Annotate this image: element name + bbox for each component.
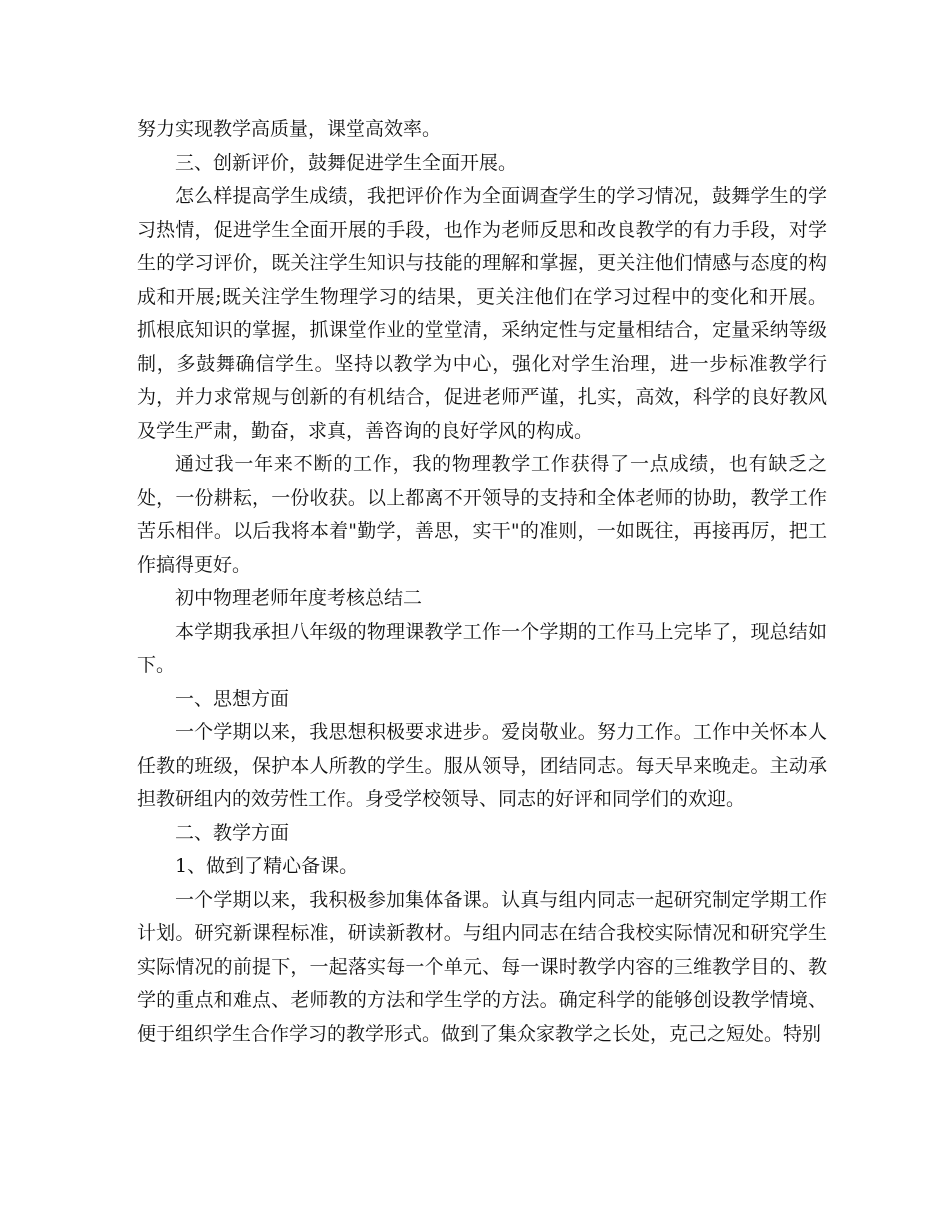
section-heading-teaching: 二、教学方面 — [175, 821, 290, 844]
paragraph-conclusion: 通过我一年来不断的工作，我的物理教学工作获得了一点成绩，也有缺乏之处，一份耕耘，一份收获。以上都离不开领导的支持和全体老师的协助，教学工作苦乐相伴。以后我将本着"勤学，善思，实干"的准则，一如既往，再接再厉，把工作搞得更好。 — [137, 453, 827, 576]
paragraph-continuation: 努力实现教学高质量，课堂高效率。 — [137, 118, 442, 140]
paragraph-ideology: 一个学期以来，我思想积极要求进步。爱岗敬业。努力工作。工作中关怀本人任教的班级，保护本人所教的学生。服从领导，团结同志。每天早来晚走。主动承担教研组内的效劳性工作。身受学校领导、同志的好评和同学们的欢迎。 — [137, 721, 827, 810]
document-title-two: 初中物理老师年度考核总结二 — [175, 587, 423, 609]
paragraph-intro: 本学期我承担八年级的物理课教学工作一个学期的工作马上完毕了，现总结如下。 — [137, 620, 827, 676]
section-heading-ideology: 一、思想方面 — [175, 687, 290, 710]
document-body — [137, 113, 827, 1051]
paragraph-evaluation: 怎么样提高学生成绩，我把评价作为全面调查学生的学习情况，鼓舞学生的学习热情，促进学生全面开展的手段，也作为老师反思和改良教学的有力手段，对学生的学习评价，既关注学生知识与技能的理解和掌握，更关注他们情感与态度的构成和开展;既关注学生物理学习的结果，更关注他们在学习过程中的变化和开展。抓根底知识的掌握，抓课堂作业的堂堂清，采纳定性与定量相结合，定量采纳等级制，多鼓舞确信学生。坚持以教学为中心，强化对学生治理，进一步标准教学行为，并力求常规与创新的有机结合，促进老师严谨，扎实，高效，科学的良好教风及学生严肃，勤奋，求真，善咨询的良好学风的构成。 — [137, 185, 827, 442]
paragraph-lesson-prep: 一个学期以来，我积极参加集体备课。认真与组内同志一起研究制定学期工作计划。研究新课程标准，研读新教材。与组内同志在结合我校实际情况和研究学生实际情况的前提下，一起落实每一个单元、每一课时教学内容的三维教学目的、教学的重点和难点、老师教的方法和学生学的方法。确定科学的能够创设教学情境、便于组织学生合作学习的教学形式。做到了集众家教学之长处，克己之短处。特别 — [137, 888, 827, 1045]
section-heading-innovative-evaluation: 三、创新评价，鼓舞促进学生全面开展。 — [175, 151, 518, 174]
subsection-heading-lesson-prep: 1、做到了精心备课。 — [175, 855, 359, 877]
